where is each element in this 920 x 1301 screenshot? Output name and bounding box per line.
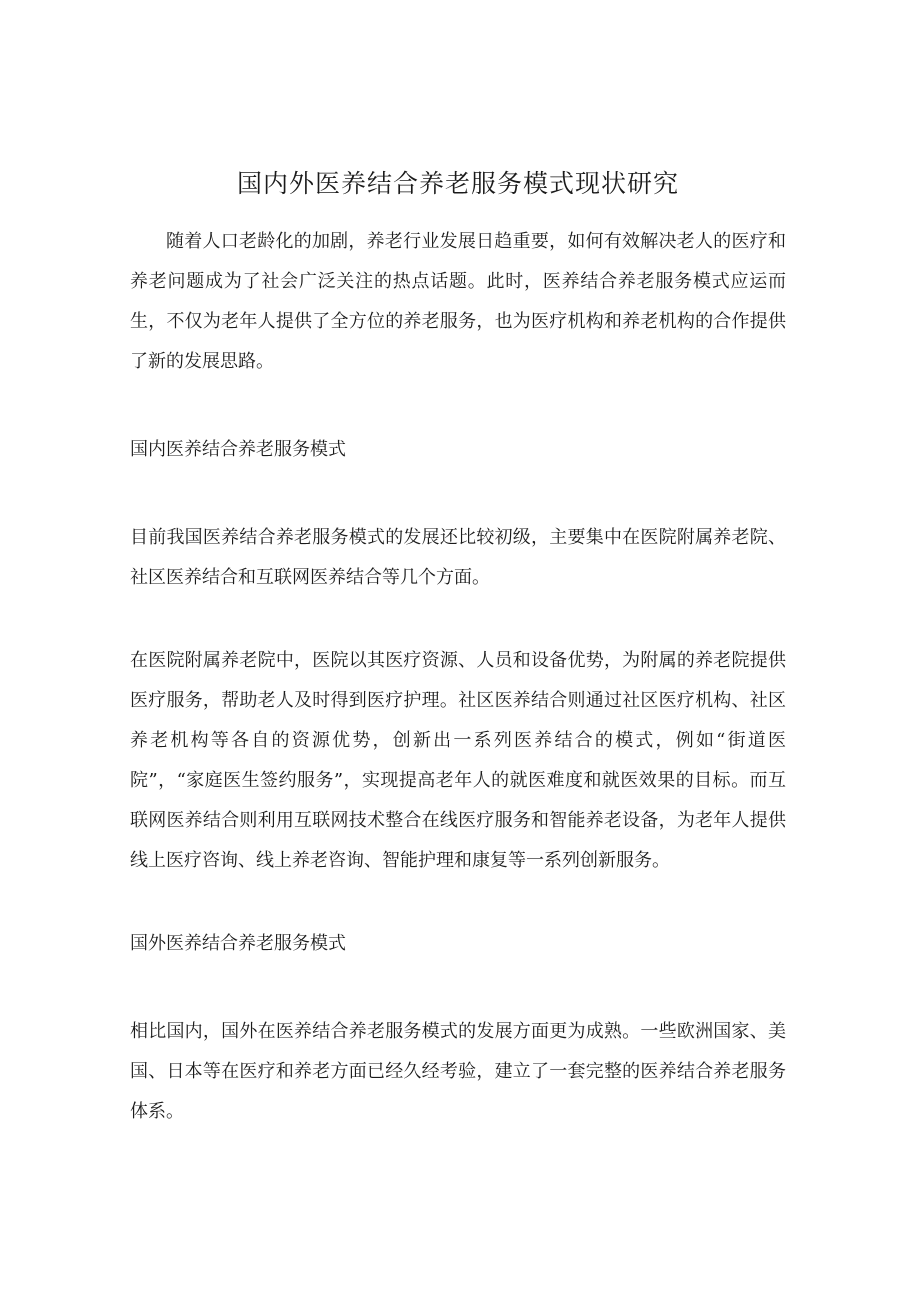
- spacer: [130, 598, 786, 641]
- section-heading-foreign: 国外医养结合养老服务模式: [130, 933, 346, 954]
- spacer: [130, 382, 786, 430]
- spacer: [130, 881, 786, 924]
- document-title: 国内外医养结合养老服务模式现状研究: [236, 169, 679, 198]
- intro-paragraph: 随着人口老龄化的加剧，养老行业发展日趋重要，如何有效解决老人的医疗和养老问题成为了社会广泛关注的热点话题。此时，医养结合养老服务模式应运而生，不仅为老年人提供了全方位的养老服务，也为医疗机构和养老机构的合作提供了新的发展思路。: [130, 231, 786, 372]
- domestic-paragraph-1: 目前我国医养结合养老服务模式的发展还比较初级，主要集中在医院附属养老院、社区医养结合和互联网医养结合等几个方面。: [130, 527, 786, 588]
- document-content: [130, 160, 786, 1132]
- spacer: [130, 964, 786, 1012]
- spacer: [130, 470, 786, 518]
- foreign-paragraph-1: 相比国内，国外在医养结合养老服务模式的发展方面更为成熟。一些欧洲国家、美国、日本等在医疗和养老方面已经久经考验，建立了一套完整的医养结合养老服务体系。: [130, 1021, 786, 1122]
- domestic-paragraph-2: 在医院附属养老院中，医院以其医疗资源、人员和设备优势，为附属的养老院提供医疗服务，帮助老人及时得到医疗护理。社区医养结合则通过社区医疗机构、社区养老机构等各自的资源优势，创新出一系列医养结合的模式，例如“街道医院”，“家庭医生签约服务”，实现提高老年人的就医难度和就医效果的目标。而互联网医养结合则利用互联网技术整合在线医疗服务和智能养老设备，为老年人提供线上医疗咨询、线上养老咨询、智能护理和康复等一系列创新服务。: [130, 650, 786, 871]
- section-heading-domestic: 国内医养结合养老服务模式: [130, 439, 346, 460]
